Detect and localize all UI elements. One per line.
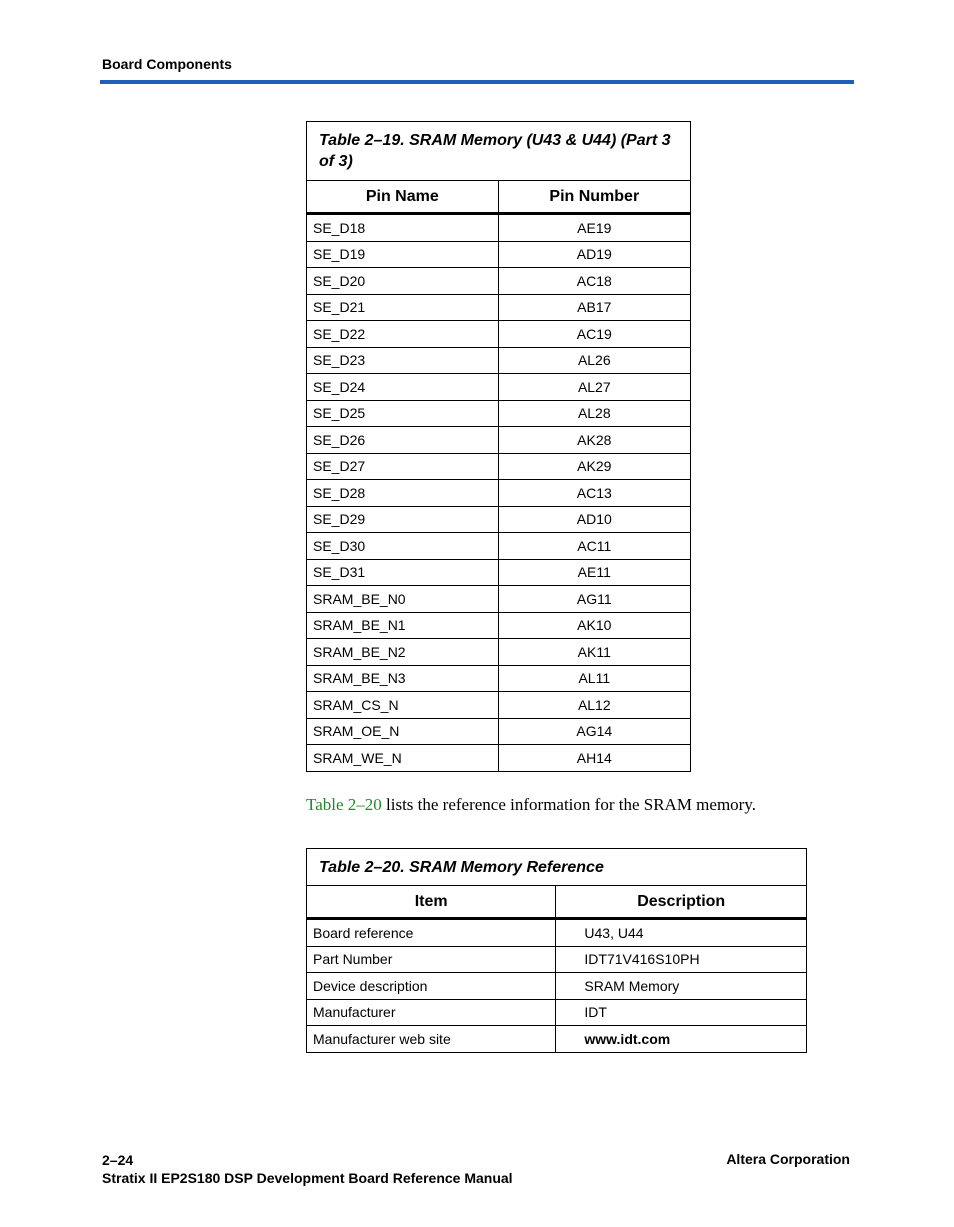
- cell-label: SE_D26: [307, 427, 499, 454]
- table-row: [307, 612, 691, 639]
- cell-label: Manufacturer web site: [307, 1026, 556, 1053]
- cell-value: AL26: [498, 347, 690, 374]
- table-row: [307, 347, 691, 374]
- table-row: [307, 718, 691, 745]
- cell-value: AG11: [498, 586, 690, 613]
- cell-label: SRAM_WE_N: [307, 745, 499, 772]
- cell-label: Manufacturer: [307, 999, 556, 1026]
- cell-label: SRAM_CS_N: [307, 692, 499, 719]
- header-rule: [100, 80, 854, 84]
- cell-value: AL11: [498, 665, 690, 692]
- cell-label: SE_D30: [307, 533, 499, 560]
- table-row: [307, 453, 691, 480]
- cell-label: SE_D29: [307, 506, 499, 533]
- cell-value: IDT: [556, 999, 807, 1026]
- cell-label: SRAM_BE_N2: [307, 639, 499, 666]
- cell-label: SE_D19: [307, 241, 499, 268]
- cell-value: AK28: [498, 427, 690, 454]
- table-row: [307, 480, 691, 507]
- cell-value: AB17: [498, 294, 690, 321]
- column-header-item: Item: [307, 886, 556, 919]
- table-row: [307, 294, 691, 321]
- table-row: [307, 919, 807, 947]
- table-row: [307, 506, 691, 533]
- table-row: [307, 533, 691, 560]
- cell-value: AL27: [498, 374, 690, 401]
- cell-value: AC18: [498, 268, 690, 295]
- cell-label: SRAM_BE_N0: [307, 586, 499, 613]
- cell-value: AD19: [498, 241, 690, 268]
- column-header-description: Description: [556, 886, 807, 919]
- column-header-pin-number: Pin Number: [498, 181, 690, 214]
- cell-value: AE19: [498, 214, 690, 242]
- manual-title: Stratix II EP2S180 DSP Development Board Reference Manual: [102, 1170, 513, 1186]
- cell-value: AL28: [498, 400, 690, 427]
- cell-value: AK11: [498, 639, 690, 666]
- cell-label: SRAM_OE_N: [307, 718, 499, 745]
- page-number: 2–24: [102, 1152, 134, 1168]
- table-row: [307, 946, 807, 973]
- table-reference-link[interactable]: Table 2–20: [306, 795, 382, 814]
- table-row: [307, 665, 691, 692]
- cell-label: SE_D28: [307, 480, 499, 507]
- cell-value: IDT71V416S10PH: [556, 946, 807, 973]
- table-row: [307, 321, 691, 348]
- footer-left: [102, 1151, 513, 1187]
- cell-label: SE_D27: [307, 453, 499, 480]
- table-row: [307, 374, 691, 401]
- cell-value: U43, U44: [556, 919, 807, 947]
- cell-label: Part Number: [307, 946, 556, 973]
- cell-value: AC19: [498, 321, 690, 348]
- cell-label: SE_D25: [307, 400, 499, 427]
- cell-value: AC11: [498, 533, 690, 560]
- table-row: [307, 559, 691, 586]
- cell-label: SE_D24: [307, 374, 499, 401]
- cell-label: SE_D18: [307, 214, 499, 242]
- cell-label: SRAM_BE_N3: [307, 665, 499, 692]
- table-row: [307, 745, 691, 772]
- table-caption: Table 2–20. SRAM Memory Reference: [307, 849, 807, 886]
- cell-value: AK10: [498, 612, 690, 639]
- cell-value: AE11: [498, 559, 690, 586]
- running-header: Board Components: [102, 56, 232, 72]
- table-row: [307, 999, 807, 1026]
- table-row: [307, 400, 691, 427]
- table-row: [307, 692, 691, 719]
- cell-value: www.idt.com: [556, 1026, 807, 1053]
- table-row: [307, 214, 691, 242]
- cell-label: SE_D31: [307, 559, 499, 586]
- table-row: [307, 586, 691, 613]
- cell-label: SE_D23: [307, 347, 499, 374]
- table-row: [307, 639, 691, 666]
- cell-label: SE_D20: [307, 268, 499, 295]
- table-caption: Table 2–19. SRAM Memory (U43 & U44) (Part 3 of 3): [307, 122, 691, 181]
- table-row: [307, 973, 807, 1000]
- cell-label: Device description: [307, 973, 556, 1000]
- cell-value: AK29: [498, 453, 690, 480]
- cell-value: AD10: [498, 506, 690, 533]
- sram-pin-table: [306, 121, 691, 772]
- cell-value: AH14: [498, 745, 690, 772]
- table-row: [307, 427, 691, 454]
- column-header-pin-name: Pin Name: [307, 181, 499, 214]
- body-paragraph: [306, 795, 756, 815]
- paragraph-text: lists the reference information for the SRAM memory.: [381, 795, 756, 814]
- table-row: [307, 1026, 807, 1053]
- cell-value: AL12: [498, 692, 690, 719]
- cell-value: AC13: [498, 480, 690, 507]
- company-name: Altera Corporation: [726, 1151, 850, 1167]
- table-row: [307, 241, 691, 268]
- sram-reference-table: [306, 848, 807, 1053]
- cell-value: SRAM Memory: [556, 973, 807, 1000]
- cell-label: SRAM_BE_N1: [307, 612, 499, 639]
- cell-label: SE_D21: [307, 294, 499, 321]
- table-row: [307, 268, 691, 295]
- cell-label: Board reference: [307, 919, 556, 947]
- cell-value: AG14: [498, 718, 690, 745]
- cell-label: SE_D22: [307, 321, 499, 348]
